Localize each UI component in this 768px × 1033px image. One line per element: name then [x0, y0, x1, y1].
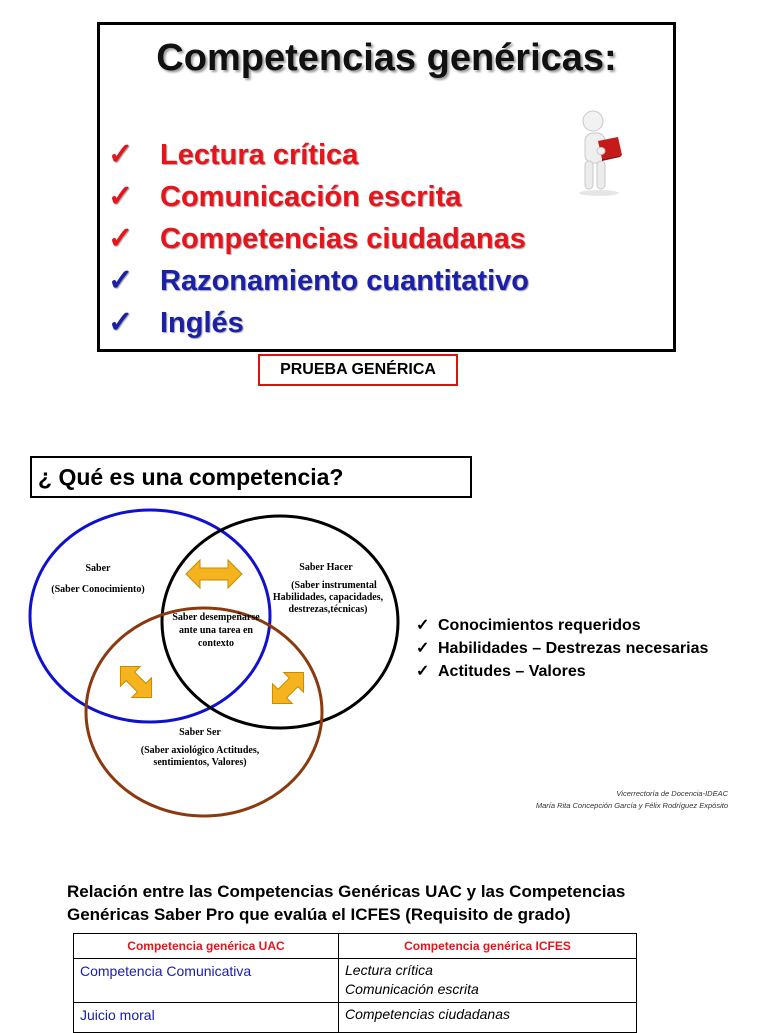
saber-label: Saber: [85, 563, 111, 574]
center-label-1: Saber desempeñarse: [172, 612, 260, 623]
relation-heading: Relación entre las Competencias Genéricas UAC y las Competencias Genéricas Saber Pro que evalúa el ICFES (Requisito de grado): [67, 882, 626, 924]
competencia-components-list: [416, 615, 708, 684]
saber-hacer-label: Saber Hacer: [299, 562, 353, 573]
competencia-item-comunicacion: [108, 179, 461, 221]
competencia-label: Comunicación escrita: [160, 181, 462, 213]
list-item: ✓ Actitudes – Valores: [416, 663, 586, 680]
check-icon: ✓: [108, 180, 134, 213]
saber-ser-sub-2: sentimientos, Valores): [153, 757, 247, 768]
saber-hacer-sub-1: (Saber instrumental: [291, 580, 377, 591]
saber-hacer-sub-2: Habilidades, capacidades,: [272, 592, 384, 603]
center-label-2: ante una tarea en: [179, 625, 253, 636]
saber-sublabel: (Saber Conocimiento): [51, 584, 145, 595]
center-label-3: contexto: [197, 638, 235, 649]
double-arrow-horizontal-icon: [186, 560, 242, 588]
reading-figure-icon: [568, 107, 630, 197]
credit-line-1: Vicerrectoría de Docencia-IDEAC: [616, 789, 728, 798]
list-item: ✓ Habilidades – Destrezas necesarias: [416, 640, 709, 657]
table-cell-icfes: Lectura crítica Comunicación escrita: [339, 959, 637, 1003]
check-icon: ✓: [416, 640, 430, 657]
table-cell-uac: Competencia Comunicativa: [74, 959, 339, 1003]
competencia-item-razonamiento: [108, 263, 529, 305]
column-header-uac: Competencia genérica UAC: [74, 934, 339, 959]
competencia-item-ciudadanas: [108, 221, 526, 263]
column-header-icfes: Competencia genérica ICFES: [339, 934, 637, 959]
competencia-label: Razonamiento cuantitativo: [160, 265, 529, 297]
competencia-item-ingles: [108, 305, 244, 347]
saber-hacer-sub-3: destrezas,técnicas): [288, 604, 368, 615]
check-icon: ✓: [108, 222, 134, 255]
check-icon: ✓: [416, 663, 430, 680]
check-icon: ✓: [108, 264, 134, 297]
question-heading: ¿ Qué es una competencia?: [30, 456, 472, 498]
table-cell-icfes: Competencias ciudadanas: [339, 1003, 637, 1033]
double-arrow-diagonal-right-icon: [263, 663, 314, 714]
prueba-generica-label: PRUEBA GENÉRICA: [258, 354, 458, 386]
check-icon: ✓: [108, 306, 134, 339]
competencia-label: Competencias ciudadanas: [160, 223, 526, 255]
check-icon: ✓: [108, 138, 134, 171]
relation-table: [73, 933, 637, 1033]
saber-ser-sub-1: (Saber axiológico Actitudes,: [140, 745, 260, 756]
venn-diagram: [28, 506, 400, 822]
credit-note: [420, 788, 728, 812]
saber-ser-label: Saber Ser: [179, 727, 221, 738]
competencias-title: Competencias genéricas:: [156, 37, 617, 79]
credit-line-2: María Rita Concepción García y Félix Rodríguez Expósito: [535, 801, 728, 810]
double-arrow-diagonal-left-icon: [111, 657, 162, 708]
competencia-label: Inglés: [160, 307, 244, 339]
list-item: ✓ Conocimientos requeridos: [416, 617, 641, 634]
table-row: [74, 959, 637, 1003]
check-icon: ✓: [416, 617, 430, 634]
table-row: [74, 1003, 637, 1033]
competencia-label: Lectura crítica: [160, 139, 359, 171]
table-header-row: [74, 934, 637, 959]
competencia-item-lectura: [108, 137, 358, 179]
table-cell-uac: Juicio moral: [74, 1003, 339, 1033]
competencias-box: [97, 22, 676, 352]
